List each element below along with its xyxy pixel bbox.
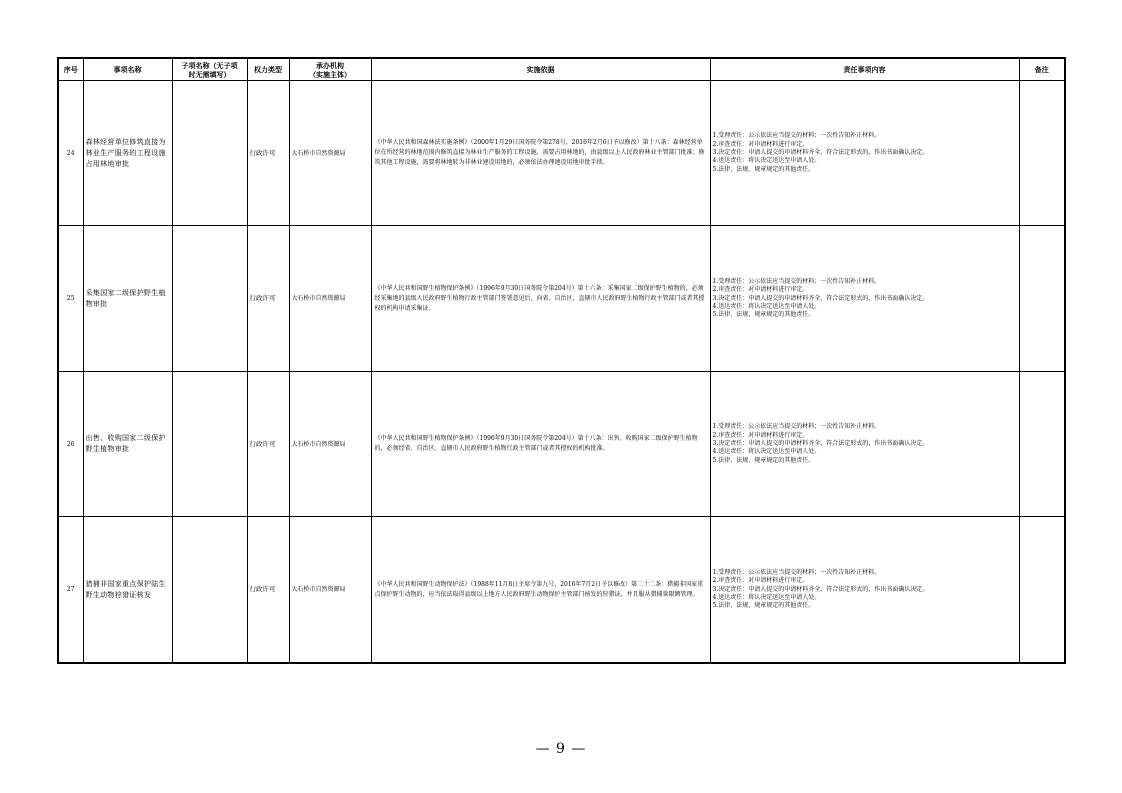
cell-basis: 《中华人民共和国野生植物保护条例》（1996年9月30日国务院令第204号）第十八条：出售、收购国家二级保护野生植物的，必须经省、自治区、直辖市人民政府野生植物行政主管部门或者其授权的机构批准。 [371,371,710,516]
resp-line: 3.决定责任：申请人提交的申请材料齐全、符合法定形式的，作出书面确认决定。 [712,149,929,157]
resp-line: 3.决定责任：申请人提交的申请材料齐全、符合法定形式的，作出书面确认决定。 [712,585,929,593]
resp-line: 2.审查责任：对申请材料进行审定。 [712,431,809,439]
resp-line: 1.受理责任：公示依法应当提交的材料；一次性告知补正材料。 [712,132,881,140]
resp-line: 3.决定责任：申请人提交的申请材料齐全、符合法定形式的，作出书面确认决定。 [712,440,929,447]
resp-line: 5.法律、法规、规章规定的其他责任。 [712,311,815,319]
page-number: — 9 — [535,741,587,757]
table-header-row [58,58,1065,81]
header-org [289,58,371,81]
resp-line: 5.法律、法规、规章规定的其他责任。 [712,456,815,464]
cell-item-name: 出售、收购国家二级保护野生植物审批 [83,371,172,516]
resp-line: 5.法律、法规、规章规定的其他责任。 [712,165,815,173]
cell-no: 25 [58,226,83,371]
resp-line: 2.审查责任：对申请材料进行审定。 [712,140,809,148]
cell-no: 26 [58,371,83,516]
cell-note [1019,81,1065,226]
header-type: 权力类型 [247,58,289,81]
cell-responsibility [710,371,1019,516]
header-basis: 实施依据 [371,58,710,81]
header-no: 序号 [58,58,83,81]
table-row [58,371,1065,516]
table-row [58,226,1065,371]
header-name: 事项名称 [83,58,172,81]
cell-power-type: 行政许可 [247,517,289,663]
cell-sub-item [172,517,247,663]
cell-basis: 《中华人民共和国森林法实施条例》（2000年1月29日国务院令第278号，2016年2月6日予以修改）第十八条：森林经营单位在所经营的林地范围内修筑直接为林业生产服务的工程设施，需要占用林地的，由县级以上人民政府林业主管部门批准；修筑其他工程设施，需要将林地转为非林业建设用地的，必须依法办理建设用地审批手续。 [371,81,710,226]
cell-power-type: 行政许可 [247,226,289,371]
cell-power-type: 行政许可 [247,371,289,516]
cell-org: 大石桥市自然资源局 [289,371,371,516]
resp-line: 1.受理责任：公示依法应当提交的材料；一次性告知补正材料。 [712,277,881,285]
header-resp: 责任事项内容 [710,58,1019,81]
resp-line: 5.法律、法规、规章规定的其他责任。 [712,602,815,610]
cell-org: 大石桥市自然资源局 [289,226,371,371]
cell-item-name: 森林经营单位修筑直接为林业生产服务的工程设施占用林地审批 [83,81,172,226]
table-row [58,517,1065,663]
cell-no: 27 [58,517,83,663]
power-list-table [57,57,1066,664]
resp-line: 1.受理责任：公示依法应当提交的材料；一次性告知补正材料。 [712,423,881,431]
cell-basis: 《中华人民共和国野生动物保护法》（1988年11月8日主席令第九号，2016年7月2日予以修改）第二十二条：猎捕非国家重点保护野生动物的，应当依法取得县级以上地方人民政府野生动物保护主管部门核发的狩猎证，并且服从猎捕量限额管理。 [371,517,710,663]
resp-line: 3.决定责任：申请人提交的申请材料齐全、符合法定形式的，作出书面确认决定。 [712,294,929,302]
resp-line: 4.送达责任：将认决定送达至申请人处。 [712,593,821,601]
header-note: 备注 [1019,58,1065,81]
cell-responsibility [710,81,1019,226]
cell-note [1019,226,1065,371]
cell-org: 大石桥市自然资源局 [289,517,371,663]
header-org-line2: （实施主体） [309,69,351,79]
resp-line: 4.送达责任：将认决定送达至申请人处。 [712,448,821,456]
resp-line: 2.审查责任：对申请材料进行审定。 [712,577,809,585]
header-sub-line2: 时无需填写） [188,69,231,79]
resp-line: 4.送达责任：将认决定送达至申请人处。 [712,302,821,310]
cell-responsibility [710,226,1019,371]
cell-sub-item [172,81,247,226]
cell-note [1019,517,1065,663]
header-org-line1: 承办机构 [316,60,344,70]
cell-sub-item [172,371,247,516]
cell-item-name: 采集国家二级保护野生植物审批 [83,226,172,371]
table-row [58,81,1065,226]
cell-note [1019,371,1065,516]
cell-no: 24 [58,81,83,226]
header-sub-line1: 子项名称（无子项 [181,60,238,70]
cell-org: 大石桥市自然资源局 [289,81,371,226]
resp-line: 2.审查责任：对申请材料进行审定。 [712,286,809,294]
resp-line: 4.送达责任：将认决定送达至申请人处。 [712,157,821,165]
resp-line: 1.受理责任：公示依法应当提交的材料；一次性告知补正材料。 [712,568,881,576]
cell-basis: 《中华人民共和国野生植物保护条例》（1996年9月30日国务院令第204号）第十六条：采集国家二级保护野生植物的，必须经采集地的县级人民政府野生植物行政主管部门签署意见后，向省、自治区、直辖市人民政府野生植物行政主管部门或者其授权的机构申请采集证。 [371,226,710,371]
cell-power-type: 行政许可 [247,81,289,226]
header-sub [172,58,247,81]
cell-sub-item [172,226,247,371]
cell-responsibility [710,517,1019,663]
cell-item-name: 猎捕非国家重点保护陆生野生动物狩猎证核发 [83,517,172,663]
